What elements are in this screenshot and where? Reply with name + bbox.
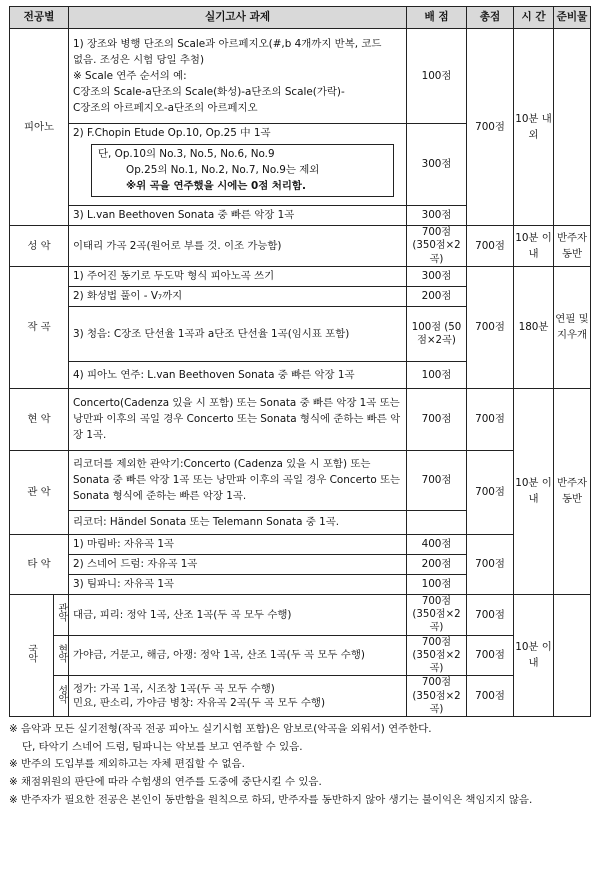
piano-task-1-line: 1) 장조와 병행 단조의 Scale과 아르페지오(#,b 4개까지 반복, 코드 — [73, 37, 382, 50]
composition-score-3: 100점 (50점×2곡) — [407, 306, 467, 361]
piano-total: 700점 — [467, 29, 514, 226]
korean-task-3a: 정가: 가곡 1곡, 시조창 1곡(두 곡 모두 수행) — [73, 683, 275, 696]
korean-sub-strings-label: 현악 — [56, 644, 68, 662]
header-task: 실기고사 과제 — [69, 7, 407, 29]
korean-total-1: 700점 — [467, 594, 514, 635]
instrument-time: 10분 이내 — [514, 388, 554, 594]
voice-score: 700점 (350점×2곡) — [407, 226, 467, 267]
korean-total-3: 700점 — [467, 676, 514, 717]
percussion-total: 700점 — [467, 534, 514, 594]
korean-task-3 — [69, 676, 407, 717]
header-time: 시 간 — [514, 7, 554, 29]
header-prep: 준비물 — [554, 7, 591, 29]
piano-task-1-line: C장조의 Scale-a단조의 Scale(화성)-a단조의 Scale(가락)- — [73, 86, 345, 99]
composition-score-2: 200점 — [407, 286, 467, 306]
korean-score-1: 700점 (350점×2곡) — [407, 594, 467, 635]
piano-exclusion-warning: ※위 곡을 연주했을 시에는 0점 처리함. — [126, 180, 306, 193]
footnote-continuation: 단, 타악기 스네어 드럼, 팀파니는 악보를 보고 연주할 수 있음. — [22, 740, 303, 753]
korean-task-3b: 민요, 판소리, 가야금 병창: 자유곡 2곡(두 곡 모두 수행) — [73, 697, 326, 710]
composition-major: 작 곡 — [10, 266, 69, 388]
footnote: ※ 채점위원의 판단에 따라 수험생의 연주를 도중에 중단시킬 수 있음. — [9, 776, 322, 789]
voice-major: 성 악 — [10, 226, 69, 267]
footnote: ※ 반주자가 필요한 전공은 본인이 동반함을 원칙으로 하되, 반주자를 동반하지 않아 생기는 불이익은 책임지지 않음. — [9, 793, 533, 806]
composition-time: 180분 — [514, 266, 554, 388]
winds-task: 리코더를 제외한 관악기:Concerto (Cadenza 있을 시 포함) 또는 Sonata 중 빠른 악장 1곡 또는 낭만파 이후의 곡일 경우 Concerto 또는 Sonata 형식에 준하는 빠른 악장 1곡. — [69, 450, 407, 510]
korean-sub-strings — [54, 635, 69, 676]
composition-task-2: 2) 화성법 풀이 - V₇까지 — [69, 286, 407, 306]
korean-sub-winds-label: 관악 — [56, 603, 68, 621]
piano-score-2: 300점 — [407, 124, 467, 206]
composition-task-1: 1) 주어진 동기로 두도막 형식 피아노곡 쓰기 — [69, 266, 407, 286]
winds-recorder-task: 리코더: Händel Sonata 또는 Telemann Sonata 중 1곡. — [69, 510, 407, 534]
strings-total: 700점 — [467, 388, 514, 450]
strings-score: 700점 — [407, 388, 467, 450]
piano-exclusion-box — [91, 144, 394, 196]
korean-task-2: 가야금, 거문고, 해금, 아쟁: 정악 1곡, 산조 1곡(두 곡 모두 수행) — [69, 635, 407, 676]
piano-task-2-title: 2) F.Chopin Etude Op.10, Op.25 中 1곡 — [73, 127, 271, 139]
korean-time: 10분 이내 — [514, 594, 554, 716]
korean-sub-voice-label: 성악 — [56, 684, 68, 703]
piano-task-1-line: ※ Scale 연주 순서의 예: — [73, 69, 187, 82]
percussion-task-3: 3) 팀파니: 자유곡 1곡 — [69, 574, 407, 594]
percussion-major: 타 악 — [10, 534, 69, 594]
piano-task-1-line: C장조의 아르페지오-a단조의 아르페지오 — [73, 102, 258, 115]
exam-table — [9, 6, 591, 717]
piano-score-1: 100점 — [407, 29, 467, 124]
piano-major: 피아노 — [10, 29, 69, 226]
voice-prep: 반주자 동반 — [554, 226, 591, 267]
korean-score-2: 700점 (350점×2곡) — [407, 635, 467, 676]
strings-major: 현 악 — [10, 388, 69, 450]
korean-total-2: 700점 — [467, 635, 514, 676]
percussion-score-2: 200점 — [407, 554, 467, 574]
korean-row-1 — [10, 594, 591, 635]
percussion-row-1 — [10, 534, 591, 554]
winds-score: 700점 — [407, 450, 467, 510]
composition-score-1: 300점 — [407, 266, 467, 286]
instrument-prep: 반주자 동반 — [554, 388, 591, 594]
korean-score-3: 700점 (350점×2곡) — [407, 676, 467, 717]
korean-row-2 — [10, 635, 591, 676]
header-total: 총점 — [467, 7, 514, 29]
header-row — [10, 7, 591, 29]
piano-task-1-line: 없음. 조성은 시험 당일 추첨) — [73, 53, 204, 66]
voice-total: 700점 — [467, 226, 514, 267]
percussion-task-2: 2) 스네어 드럼: 자유곡 1곡 — [69, 554, 407, 574]
korean-major — [10, 594, 54, 716]
winds-recorder-score — [407, 510, 467, 534]
composition-prep: 연필 및 지우개 — [554, 266, 591, 388]
composition-task-3: 3) 청음: C장조 단선율 1곡과 a단조 단선율 1곡(임시표 포함) — [69, 306, 407, 361]
footnote: ※ 음악과 모든 실기전형(작곡 전공 피아노 실기시험 포함)은 암보로(악곡을 외워서) 연주한다. — [9, 723, 432, 735]
winds-row-1 — [10, 450, 591, 510]
percussion-score-1: 400점 — [407, 534, 467, 554]
winds-major: 관 악 — [10, 450, 69, 534]
winds-total: 700점 — [467, 450, 514, 534]
korean-task-1: 대금, 피리: 정악 1곡, 산조 1곡(두 곡 모두 수행) — [69, 594, 407, 635]
korean-major-label: 국악 — [26, 644, 38, 662]
korean-sub-voice — [54, 676, 69, 717]
piano-exclusion-line: 단, Op.10의 No.3, No.5, No.6, No.9 — [98, 148, 275, 161]
strings-row — [10, 388, 591, 450]
voice-row — [10, 226, 591, 267]
footnote: ※ 반주의 도입부를 제외하고는 자체 편집할 수 없음. — [9, 758, 245, 771]
exam-document — [9, 6, 590, 809]
piano-task-3: 3) L.van Beethoven Sonata 중 빠른 악장 1곡 — [69, 206, 407, 226]
korean-prep — [554, 594, 591, 716]
piano-prep — [554, 29, 591, 226]
voice-time: 10분 이내 — [514, 226, 554, 267]
strings-task: Concerto(Cadenza 있을 시 포함) 또는 Sonata 중 빠른 악장 1곡 또는 낭만파 이후의 곡일 경우 Concerto 또는 Sonata 형식에 준하는 빠른 악장 1곡. — [69, 388, 407, 450]
composition-row-1 — [10, 266, 591, 286]
korean-sub-winds — [54, 594, 69, 635]
piano-row-1 — [10, 29, 591, 124]
percussion-task-1: 1) 마림바: 자유곡 1곡 — [69, 534, 407, 554]
piano-score-3: 300점 — [407, 206, 467, 226]
composition-task-4: 4) 피아노 연주: L.van Beethoven Sonata 중 빠른 악장 1곡 — [69, 361, 407, 388]
header-major: 전공별 — [10, 7, 69, 29]
piano-time: 10분 내외 — [514, 29, 554, 226]
piano-task-2 — [69, 124, 407, 206]
header-score: 배 점 — [407, 7, 467, 29]
voice-task: 이태리 가곡 2곡(원어로 부를 것. 이조 가능함) — [69, 226, 407, 267]
composition-score-4: 100점 — [407, 361, 467, 388]
korean-row-3 — [10, 676, 591, 717]
footnotes — [9, 721, 590, 809]
piano-task-1 — [69, 29, 407, 124]
composition-total: 700점 — [467, 266, 514, 388]
percussion-score-3: 100점 — [407, 574, 467, 594]
piano-exclusion-line: Op.25의 No.1, No.2, No.7, No.9는 제외 — [126, 164, 320, 177]
